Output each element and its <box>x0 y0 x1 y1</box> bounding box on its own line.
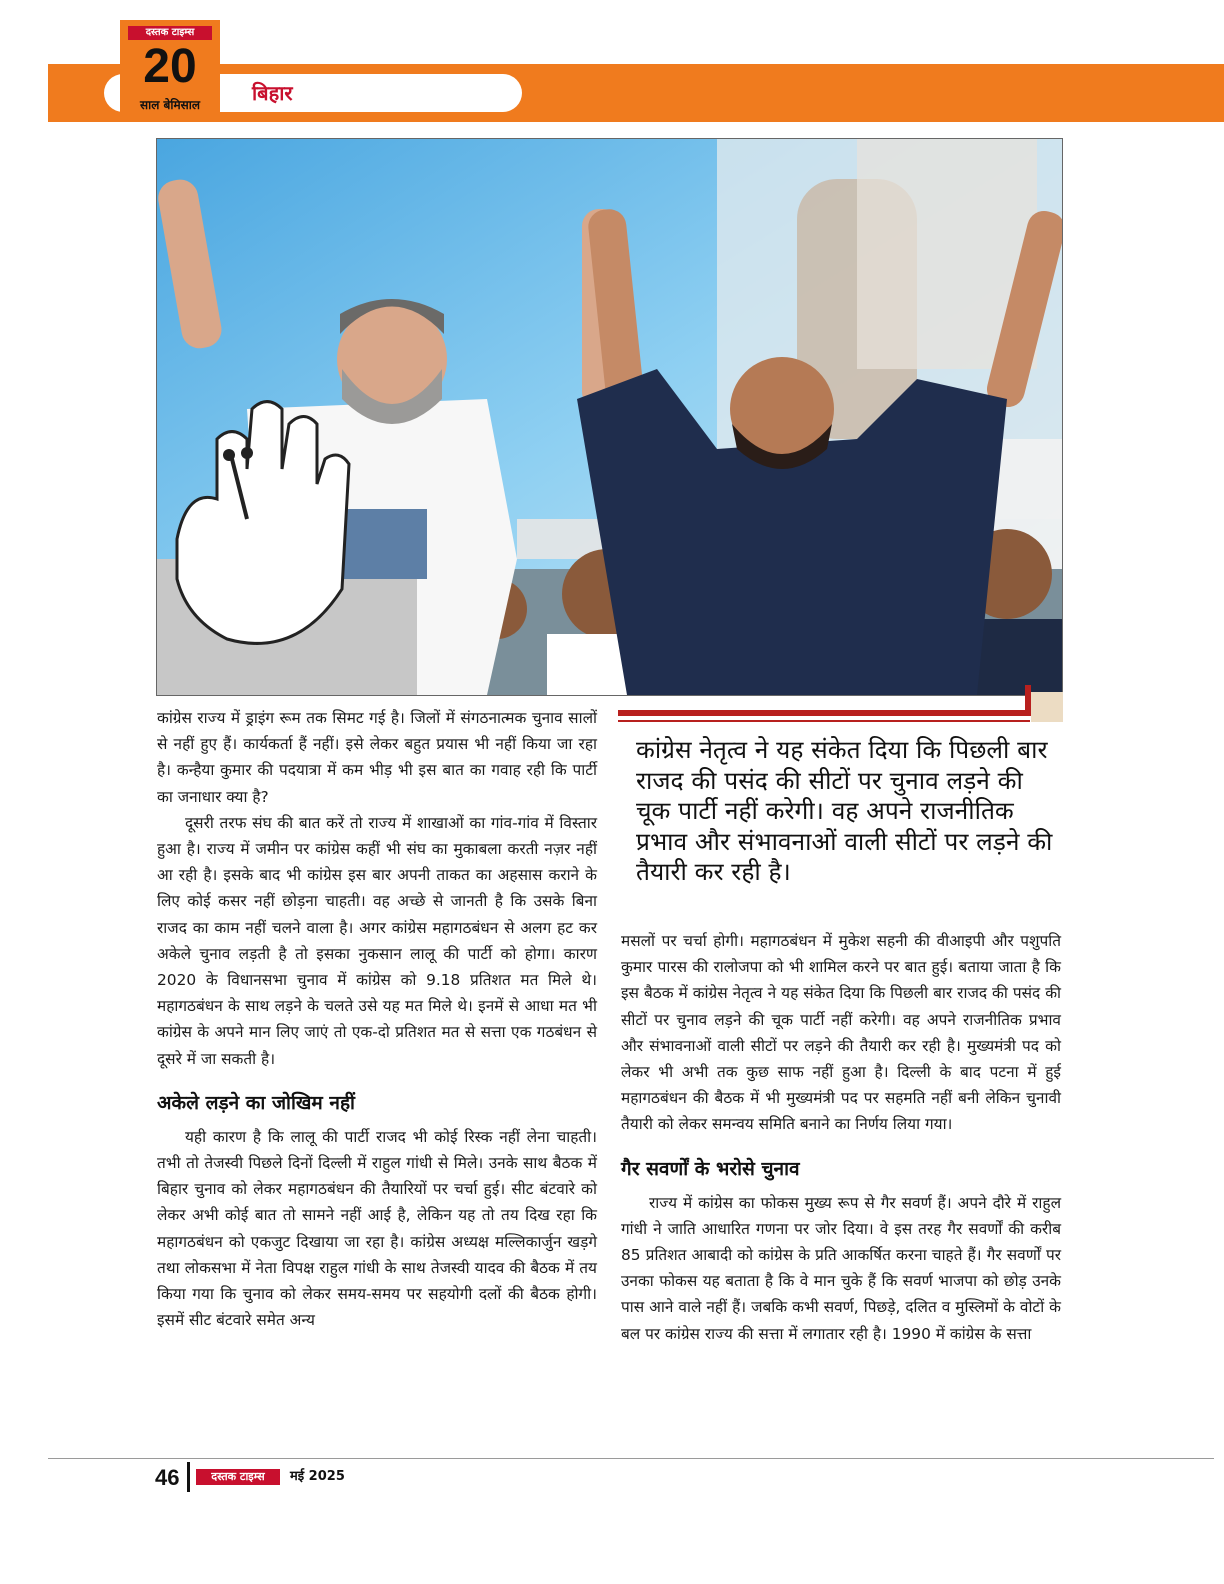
subheading: गैर सवर्णों के भरोसे चुनाव <box>621 1157 800 1180</box>
paragraph: दूसरी तरफ संघ की बात करें तो राज्य में शाखाओं का गांव-गांव में विस्तार हुआ है। राज्य में जमीन पर कांग्रेस कहीं भी संघ का मुकाबला करती नज़र नहीं आ रही है। इसके बाद भी कांग्रेस इस बार अपनी ताकत का अहसास कराने के लिए कोई कसर नहीं छोड़ना चाहती। वह अच्छे से जानती है कि उसके बिना राजद का काम नहीं चलने वाला है। अगर कांग्रेस महागठबंधन से अलग हट कर अकेले चुनाव लड़ती है तो इसका नुकसान लालू की पार्टी को होगा। कारण 2020 के विधानसभा चुनाव में कांग्रेस को 9.18 प्रतिशत मत मिले थे। महागठबंधन के साथ लड़ने के चलते उसे यह मत मिले थे। इनमें से आधा मत भी कांग्रेस के अपने मान लिए जाएं तो एक-दो प्रतिशत मत से सत्ता एक गठबंधन से दूसरे में जा सकती है। <box>157 813 597 1068</box>
paragraph: मसलों पर चर्चा होगी। महागठबंधन में मुकेश सहनी की वीआइपी और पशुपति कुमार पारस की रालोजपा को भी शामिल करने पर बात हुई। बताया जाता है कि इस बैठक में कांग्रेस नेतृत्व ने यह संकेत दिया कि पिछली बार राजद की पसंद की सीटों पर चुनाव लड़ने की चूक पार्टी नहीं करेगी। वह अपने राजनीतिक प्रभाव और संभावनाओं वाली सीटों पर लड़ने की तैयारी कर रही है। मुख्यमंत्री पद को लेकर भी अभी तक कुछ साफ नहीं हुआ है। दिल्ली के बाद पटना में हुई महागठबंधन की बैठक में भी मुख्यमंत्री पद पर सहमति नहीं बनी लेकिन चुनावी तैयारी को लेकर समन्वय समिति बनाने का निर्णय लिया गया। <box>621 932 1061 1134</box>
subheading: अकेले लड़ने का जोखिम नहीं <box>157 1091 355 1114</box>
anniversary-badge <box>120 20 220 120</box>
paragraph: कांग्रेस राज्य में ड्राइंग रूम तक सिमट गई है। जिलों में संगठनात्मक चुनाव सालों से नहीं हुए हैं। कार्यकर्ता हैं नहीं। इसे लेकर बहुत प्रयास भी नहीं किया जा रहा है। कन्हैया कुमार की पदयात्रा में कम भीड़ भी इस बात का गवाह रही कि पार्टी का जनाधार क्या है? <box>157 709 597 806</box>
issue-date: मई 2025 <box>290 1469 345 1484</box>
anniversary-tagline: साल बेमिसाल <box>139 98 201 112</box>
lead-photo <box>156 138 1063 696</box>
paragraph: यही कारण है कि लालू की पार्टी राजद भी कोई रिस्क नहीं लेना चाहती। तभी तो तेजस्वी पिछले दिनों दिल्ली में राहुल गांधी से मिले। उनके साथ बैठक में बिहार चुनाव को लेकर महागठबंधन की तैयारियों पर चर्चा हुई। सीट बंटवारे को लेकर अभी कोई बात तो सामने नहीं आई है, लेकिन यह तो तय दिख रहा कि महागठबंधन को एकजुट दिखाया जा रहा है। कांग्रेस अध्यक्ष मल्लिकार्जुन खड़गे तथा लोकसभा में नेता विपक्ष राहुल गांधी के साथ तेजस्वी यादव की बैठक में तय किया गया कि चुनाव को लेकर समय-समय पर सहयोगी दलों की बैठक होगी। इसमें सीट बंटवारे समेत अन्य <box>157 1127 597 1330</box>
article-column-left <box>157 705 597 1333</box>
anniversary-number: 20 <box>143 40 197 93</box>
footer-rule <box>48 1458 1214 1459</box>
page-number: 46 <box>155 1465 180 1490</box>
footer-logo: दस्तक टाइम्स <box>196 1469 280 1485</box>
section-label: बिहार <box>252 81 293 105</box>
article-column-right <box>621 928 1061 1347</box>
paragraph: राज्य में कांग्रेस का फोकस मुख्य रूप से गैर सवर्ण हैं। अपने दौरे में राहुल गांधी ने जाति आधारित गणना पर जोर दिया। वे इस तरह गैर सवर्णों की करीब 85 प्रतिशत आबादी को कांग्रेस के प्रति आकर्षित करना चाहते हैं। गैर सवर्णों पर उनका फोकस यह बताता है कि वे मान चुके हैं कि सवर्ण भाजपा को छोड़ उनके पास आने वाले नहीं हैं। जबकि कभी सवर्ण, पिछड़े, दलित व मुस्लिमों के वोटों के बल पर कांग्रेस राज्य की सत्ता में लगातार रही है। 1990 में कांग्रेस के सत्ता <box>621 1193 1061 1343</box>
pull-quote: कांग्रेस नेतृत्व ने यह संकेत दिया कि पिछली बार राजद की पसंद की सीटों पर चुनाव लड़ने की चूक पार्टी नहीं करेगी। वह अपने राजनीतिक प्रभाव और संभावनाओं वाली सीटों पर लड़ने की तैयारी कर रही है। <box>636 735 1053 886</box>
pull-quote-rule <box>618 720 1030 722</box>
footer-divider <box>187 1462 190 1492</box>
pull-quote-rule <box>618 710 1030 716</box>
pull-quote-ornament <box>1031 692 1063 722</box>
masthead-logo: दस्तक टाइम्स <box>128 26 212 40</box>
